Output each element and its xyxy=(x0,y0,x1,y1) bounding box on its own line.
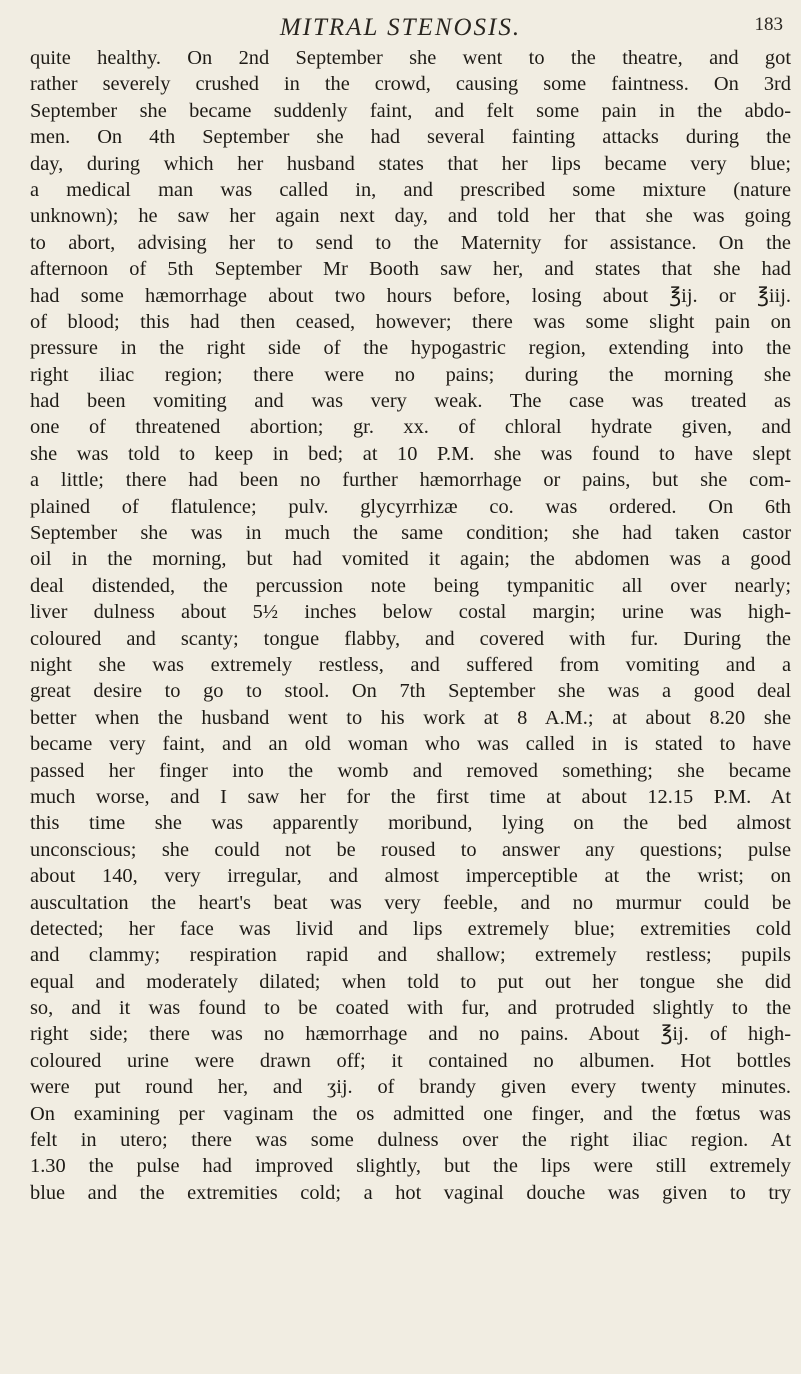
text-line: to abort, advising her to send to the Maternity for assistance. On the xyxy=(30,231,791,254)
text-line: coloured urine were drawn off; it contained no albumen. Hot bottles xyxy=(30,1049,791,1072)
text-line: rather severely crushed in the crowd, causing some faintness. On 3rd xyxy=(30,73,791,96)
text-line: men. On 4th September she had several fainting attacks during the xyxy=(30,126,791,149)
text-line: had some hæmorrhage about two hours before, losing about ℥ij. or ℥iij. xyxy=(30,284,791,307)
text-line: quite healthy. On 2nd September she went to the theatre, and got xyxy=(30,47,791,69)
text-line: unknown); he saw her again next day, and told her that she was going xyxy=(30,205,791,228)
text-line: passed her finger into the womb and removed something; she became xyxy=(30,759,791,782)
text-line: detected; her face was livid and lips extremely blue; extremities cold xyxy=(30,917,791,940)
text-line: plained of flatulence; pulv. glycyrrhizæ co. was ordered. On 6th xyxy=(30,495,791,518)
text-line: were put round her, and ʒij. of brandy given every twenty minutes. xyxy=(30,1076,791,1099)
text-line: liver dulness about 5½ inches below costal margin; urine was high- xyxy=(30,601,791,624)
text-line: On examining per vaginam the os admitted one finger, and the fœtus was xyxy=(30,1102,791,1125)
text-line: great desire to go to stool. On 7th September she was a good deal xyxy=(30,680,791,703)
text-line: auscultation the heart's beat was very feeble, and no murmur could be xyxy=(30,891,791,914)
text-line: oil in the morning, but had vomited it again; the abdomen was a good xyxy=(30,548,791,571)
text-line: and clammy; respiration rapid and shallow; extremely restless; pupils xyxy=(30,944,791,967)
text-line: about 140, very irregular, and almost imperceptible at the wrist; on xyxy=(30,865,791,888)
text-line: right iliac region; there were no pains; during the morning she xyxy=(30,363,791,386)
text-line: one of threatened abortion; gr. xx. of chloral hydrate given, and xyxy=(30,416,791,439)
text-line: much worse, and I saw her for the first time at about 12.15 P.M. At xyxy=(30,785,791,808)
text-line: this time she was apparently moribund, lying on the bed almost xyxy=(30,812,791,835)
text-line: a little; there had been no further hæmorrhage or pains, but she com- xyxy=(30,469,791,492)
text-line: deal distended, the percussion note being tympanitic all over nearly; xyxy=(30,574,791,597)
text-line: better when the husband went to his work at 8 A.M.; at about 8.20 she xyxy=(30,706,791,729)
text-line: felt in utero; there was some dulness over the right iliac region. At xyxy=(30,1129,791,1152)
text-line: so, and it was found to be coated with fur, and protruded slightly to the xyxy=(30,997,791,1020)
text-line: pressure in the right side of the hypogastric region, extending into the xyxy=(30,337,791,360)
text-line: blue and the extremities cold; a hot vaginal douche was given to try xyxy=(30,1181,791,1204)
text-line: 1.30 the pulse had improved slightly, but the lips were still extremely xyxy=(30,1155,791,1178)
text-line: day, during which her husband states that her lips became very blue; xyxy=(30,152,791,175)
running-head xyxy=(0,8,801,48)
text-line: equal and moderately dilated; when told to put out her tongue she did xyxy=(30,970,791,993)
text-line: became very faint, and an old woman who was called in is stated to have xyxy=(30,733,791,756)
text-line: coloured and scanty; tongue flabby, and covered with fur. During the xyxy=(30,627,791,650)
page-number: 183 xyxy=(754,14,783,35)
running-title: MITRAL STENOSIS. xyxy=(279,14,522,41)
text-line: right side; there was no hæmorrhage and no pains. About ℥ij. of high- xyxy=(30,1023,791,1046)
body-text xyxy=(30,45,791,1206)
text-line: night she was extremely restless, and suffered from vomiting and a xyxy=(30,653,791,676)
text-line: afternoon of 5th September Mr Booth saw her, and states that she had xyxy=(30,258,791,281)
text-line: of blood; this had then ceased, however; there was some slight pain on xyxy=(30,310,791,333)
text-line: had been vomiting and was very weak. The case was treated as xyxy=(30,390,791,413)
text-line: unconscious; she could not be roused to answer any questions; pulse xyxy=(30,838,791,861)
text-line: September she became suddenly faint, and felt some pain in the abdo- xyxy=(30,99,791,122)
text-line: a medical man was called in, and prescribed some mixture (nature xyxy=(30,178,791,201)
text-line: she was told to keep in bed; at 10 P.M. she was found to have slept xyxy=(30,442,791,465)
text-line: September she was in much the same condition; she had taken castor xyxy=(30,522,791,545)
